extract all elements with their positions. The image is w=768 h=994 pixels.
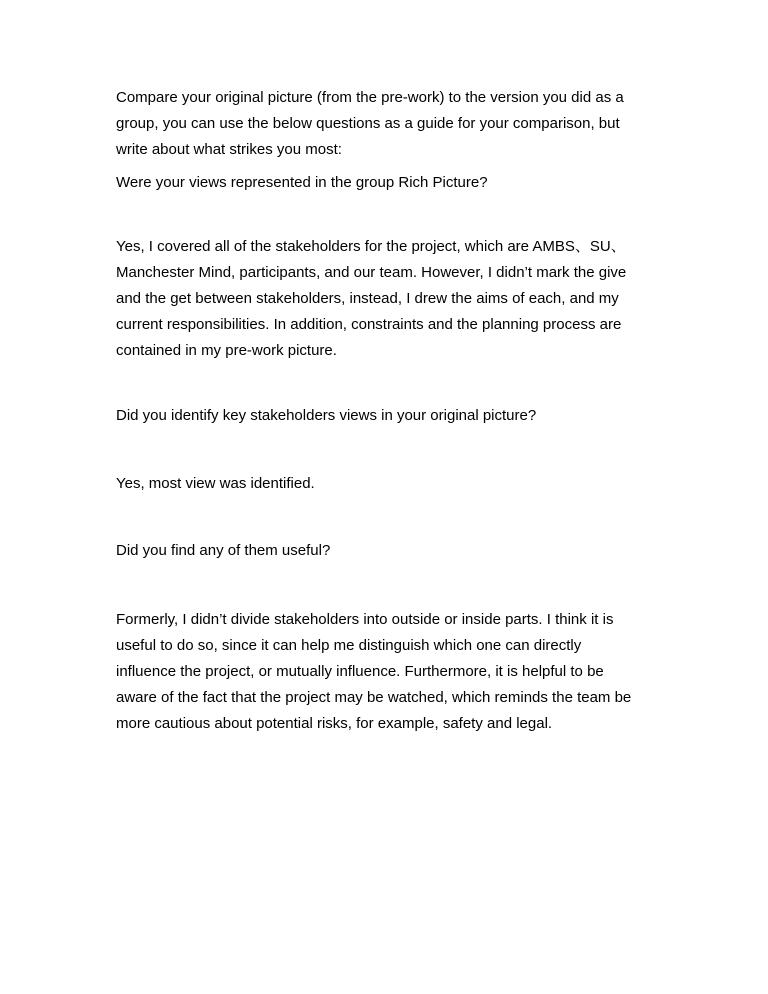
answer-3-line: influence the project, or mutually influence. Furthermore, it is helpful to be xyxy=(116,663,604,680)
answer-1-line: Yes, I covered all of the stakeholders for the project, which are AMBS、SU、 xyxy=(116,238,626,255)
answer-3-line: Formerly, I didn’t divide stakeholders into outside or inside parts. I think it is xyxy=(116,611,614,628)
answer-3-line: useful to do so, since it can help me distinguish which one can directly xyxy=(116,637,582,654)
question-3: Did you find any of them useful? xyxy=(116,542,331,559)
intro-line: Compare your original picture (from the pre-work) to the version you did as a xyxy=(116,89,624,106)
question-2: Did you identify key stakeholders views in your original picture? xyxy=(116,407,537,424)
answer-1-line: Manchester Mind, participants, and our team. However, I didn’t mark the give xyxy=(116,264,627,281)
answer-3-line: more cautious about potential risks, for example, safety and legal. xyxy=(116,715,553,732)
answer-3-line: aware of the fact that the project may be watched, which reminds the team be xyxy=(116,689,632,706)
answer-1-line: current responsibilities. In addition, constraints and the planning process are xyxy=(116,316,622,333)
intro-line: group, you can use the below questions as a guide for your comparison, but xyxy=(116,115,620,132)
answer-1-line: contained in my pre-work picture. xyxy=(116,342,337,359)
answer-2: Yes, most view was identified. xyxy=(116,475,315,492)
answer-1-line: and the get between stakeholders, instead, I drew the aims of each, and my xyxy=(116,290,619,307)
question-1: Were your views represented in the group Rich Picture? xyxy=(116,174,488,191)
intro-line: write about what strikes you most: xyxy=(116,141,342,158)
